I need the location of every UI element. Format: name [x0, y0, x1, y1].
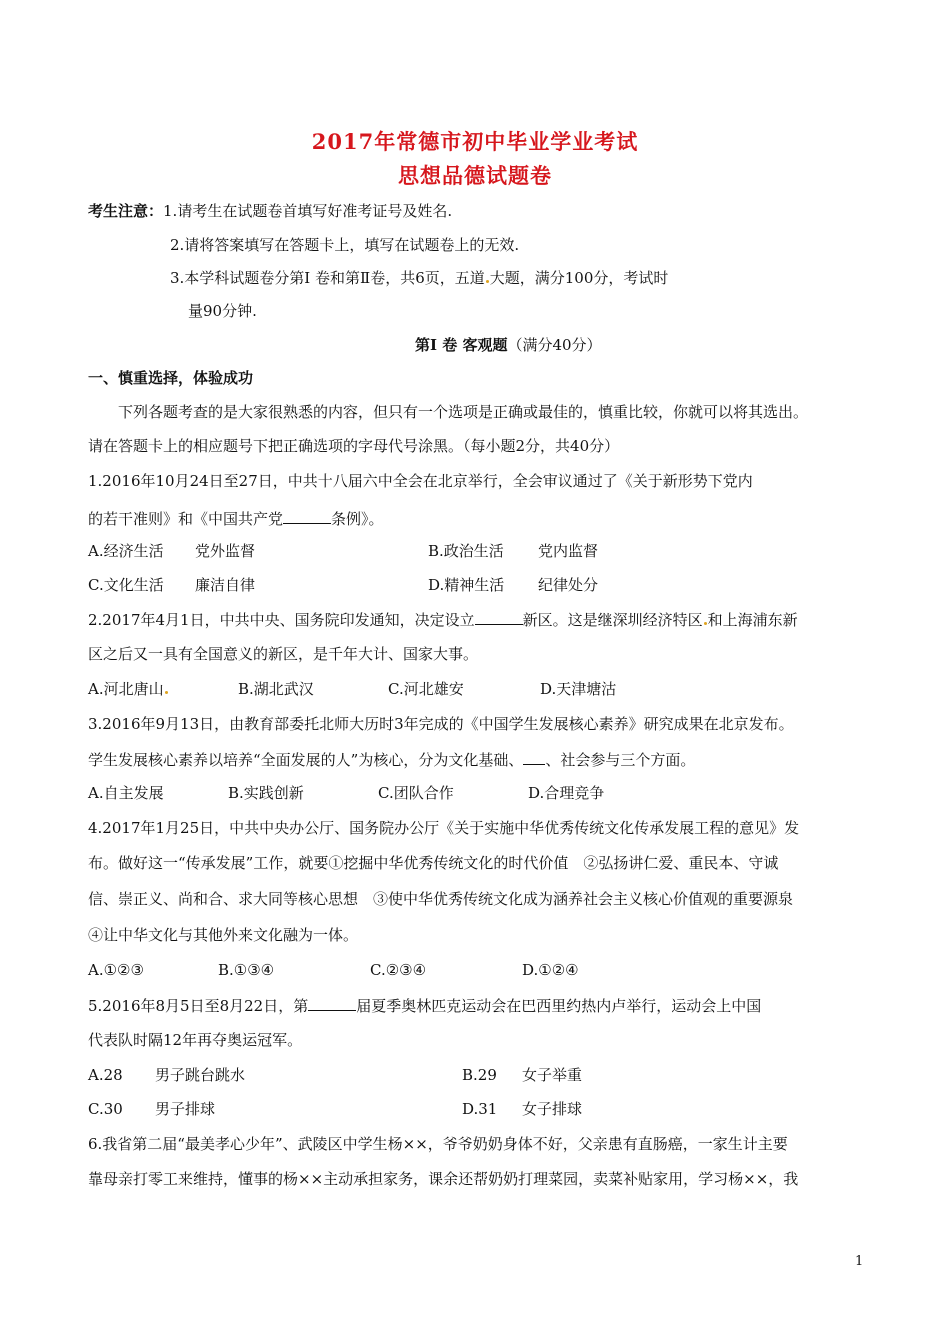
notice-item-3c: 量90分钟.	[188, 302, 257, 320]
q3-line-2b: 、社会参与三个方面。	[545, 751, 696, 769]
notice-line-3	[170, 268, 668, 288]
notice-item-3a: 3.本学科试题卷分第Ⅰ 卷和第Ⅱ卷，共6页，五道	[170, 269, 485, 287]
q4-option-c: C.②③④	[370, 961, 427, 979]
q5-line-2: 代表队时隔12年再夺奥运冠军。	[88, 1031, 303, 1049]
q2-line-1	[88, 609, 798, 630]
q3-line-2a: 学生发展核心素养以培养“全面发展的人”为核心，分为文化基础、	[88, 751, 524, 769]
q2-option-c: C.河北雄安	[388, 680, 464, 698]
q3-answer-blank	[523, 749, 545, 765]
q5-option-b-text: 女子举重	[522, 1066, 583, 1084]
q4-line-4: ④让中华文化与其他外来文化融为一体。	[88, 926, 359, 944]
section1-intro-1: 下列各题考查的是大家很熟悉的内容，但只有一个选项是正确或最佳的，慎重比较，你就可以将其选出。	[118, 403, 809, 421]
q1-option-b: B.政治生活	[428, 542, 504, 560]
q6-line-2: 靠母亲打零工来维持，懂事的杨××主动承担家务，课余还帮奶奶打理菜园，卖菜补贴家用，学习杨××，我	[88, 1170, 799, 1188]
q5-option-a-text: 男子跳台跳水	[155, 1066, 246, 1084]
emphasis-dot	[486, 280, 489, 283]
part1-heading: 第Ⅰ 卷 客观题	[415, 336, 508, 354]
emphasis-dot	[165, 691, 168, 694]
q2-option-a-text: A.河北唐山	[88, 680, 164, 698]
notice-item-3b: 大题，满分100分，考试时	[489, 269, 669, 287]
q2-option-a	[88, 679, 169, 699]
q5-line-1	[88, 995, 761, 1016]
q4-line-1: 4.2017年1月25日，中共中央办公厅、国务院办公厅《关于实施中华优秀传统文化传承发展工程的意见》发	[88, 819, 800, 837]
q4-option-b: B.①③④	[218, 961, 275, 979]
q4-line-3: 信、崇正义、尚和合、求大同等核心思想 ③使中华优秀传统文化成为涵养社会主义核心价值观的重要源泉	[88, 890, 794, 908]
section1-heading: 一、慎重选择，体验成功	[88, 369, 254, 387]
q2-answer-blank	[475, 609, 523, 625]
part1-heading-line	[415, 335, 602, 355]
notice-line-1	[88, 201, 452, 221]
q3-line-1: 3.2016年9月13日，由教育部委托北师大历时3年完成的《中国学生发展核心素养》研究成果在北京发布。	[88, 715, 794, 733]
q5-answer-blank	[308, 995, 356, 1011]
section1-intro-2: 请在答题卡上的相应题号下把正确选项的字母代号涂黑。（每小题2分，共40分）	[88, 437, 620, 455]
q1-option-b-text: 党内监督	[538, 542, 599, 560]
q1-option-a-text: 党外监督	[195, 542, 256, 560]
emphasis-dot	[704, 622, 707, 625]
q4-line-2: 布。做好这一“传承发展”工作，就要①挖掘中华优秀传统文化的时代价值 ②弘扬讲仁爱、重民本、守诚	[88, 854, 779, 872]
q1-option-d: D.精神生活	[428, 576, 505, 594]
page-number: 1	[855, 1254, 864, 1269]
q4-option-d: D.①②④	[522, 961, 579, 979]
q1-option-c: C.文化生活	[88, 576, 164, 594]
q5-line-1b: 届夏季奥林匹克运动会在巴西里约热内卢举行，运动会上中国	[356, 997, 762, 1015]
q5-line-1a: 5.2016年8月5日至8月22日，第	[88, 997, 309, 1015]
q6-line-1: 6.我省第二届“最美孝心少年”、武陵区中学生杨××，爷爷奶奶身体不好，父亲患有直肠癌，一家生计主要	[88, 1135, 788, 1153]
q1-line-2	[88, 508, 384, 529]
exam-subtitle: 思想品德试题卷	[398, 163, 552, 188]
exam-title: 2017年常德市初中毕业学业考试	[311, 129, 639, 154]
notice-item-1: 1.请考生在试题卷首填写好准考证号及姓名.	[163, 202, 453, 220]
q2-line-1a: 2.2017年4月1日，中共中央、国务院印发通知，决定设立	[88, 611, 475, 629]
notice-item-2: 2.请将答案填写在答题卡上，填写在试题卷上的无效.	[170, 236, 520, 254]
q5-option-d: D.31	[462, 1100, 498, 1118]
q5-option-c: C.30	[88, 1100, 123, 1118]
q3-line-2	[88, 749, 695, 770]
q5-option-d-text: 女子排球	[522, 1100, 583, 1118]
q1-option-a: A.经济生活	[88, 542, 164, 560]
q1-option-d-text: 纪律处分	[538, 576, 599, 594]
q1-line-2a: 的若干准则》和《中国共产党	[88, 510, 284, 528]
part1-score: （满分40分）	[507, 336, 602, 354]
notice-label: 考生注意：	[88, 202, 164, 220]
q5-option-b: B.29	[462, 1066, 497, 1084]
q3-option-c: C.团队合作	[378, 784, 454, 802]
q5-option-c-text: 男子排球	[155, 1100, 216, 1118]
q3-option-a: A.自主发展	[88, 784, 164, 802]
q4-option-a: A.①②③	[88, 961, 144, 979]
q2-line-1b: 新区。这是继深圳经济特区	[522, 611, 703, 629]
q3-option-d: D.合理竞争	[528, 784, 605, 802]
q1-answer-blank	[283, 508, 331, 524]
q2-line-2: 区之后又一具有全国意义的新区，是千年大计、国家大事。	[88, 645, 479, 663]
q2-option-d: D.天津塘沽	[540, 680, 617, 698]
q1-option-c-text: 廉洁自律	[195, 576, 256, 594]
q1-line-1: 1.2016年10月24日至27日，中共十八届六中全会在北京举行，全会审议通过了《关于新形势下党内	[88, 472, 753, 490]
q1-line-2b: 条例》。	[331, 510, 384, 528]
q2-option-b: B.湖北武汉	[238, 680, 314, 698]
q3-option-b: B.实践创新	[228, 784, 304, 802]
q5-option-a: A.28	[88, 1066, 123, 1084]
q2-line-1c: 和上海浦东新	[707, 611, 798, 629]
